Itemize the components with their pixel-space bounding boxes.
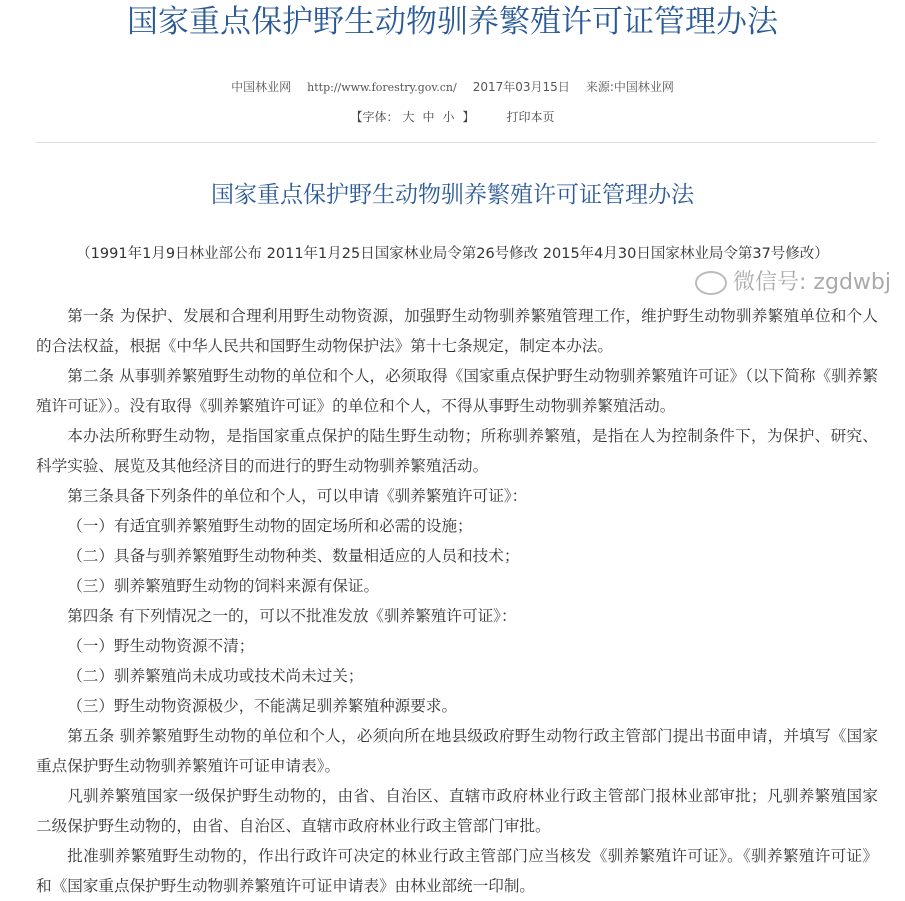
font-medium-button[interactable]: 中 bbox=[422, 110, 435, 124]
article-meta bbox=[0, 78, 905, 97]
print-button[interactable]: 打印本页 bbox=[506, 110, 555, 124]
paragraph: （三）驯养繁殖野生动物的饲料来源有保证。 bbox=[67, 577, 380, 595]
paragraph: （三）野生动物资源极少，不能满足驯养繁殖种源要求。 bbox=[67, 697, 458, 715]
site-url[interactable]: http://www.forestry.gov.cn/ bbox=[307, 81, 457, 94]
page-title: 国家重点保护野生动物驯养繁殖许可证管理办法 bbox=[127, 4, 778, 40]
divider bbox=[36, 142, 876, 143]
article-title: 国家重点保护野生动物驯养繁殖许可证管理办法 bbox=[211, 182, 694, 208]
paragraph: 第二条 从事驯养繁殖野生动物的单位和个人，必须取得《国家重点保护野生动物驯养繁殖许可证》（以下简称《驯养繁殖许可证》）。没有取得《驯养繁殖许可证》的单位和个人，不得从事野生动物驯养繁殖活动。 bbox=[36, 367, 878, 415]
font-size-close: 】 bbox=[462, 110, 475, 124]
source: 来源:中国林业网 bbox=[585, 80, 674, 94]
font-large-button[interactable]: 大 bbox=[402, 110, 415, 124]
paragraph: 第四条 有下列情况之一的，可以不批准发放《驯养繁殖许可证》： bbox=[67, 607, 517, 625]
paragraph: 凡驯养繁殖国家一级保护野生动物的，由省、自治区、直辖市政府林业行政主管部门报林业部审批；凡驯养繁殖国家二级保护野生动物的，由省、自治区、直辖市政府林业行政主管部门审批。 bbox=[36, 787, 878, 835]
paragraph: （二）驯养繁殖尚未成功或技术尚未过关； bbox=[67, 667, 364, 685]
publish-date: 2017年03月15日 bbox=[472, 80, 570, 94]
wechat-icon bbox=[695, 271, 727, 295]
paragraph: 第五条 驯养繁殖野生动物的单位和个人，必须向所在地县级政府野生动物行政主管部门提出书面申请，并填写《国家重点保护野生动物驯养繁殖许可证申请表》。 bbox=[36, 727, 878, 775]
font-small-button[interactable]: 小 bbox=[442, 110, 455, 124]
watermark-text: 微信号: zgdwbj bbox=[733, 270, 891, 295]
paragraph: 第三条具备下列条件的单位和个人，可以申请《驯养繁殖许可证》： bbox=[67, 487, 528, 505]
revision-note: （1991年1月9日林业部公布 2011年1月25日国家林业局令第26号修改 2015年4月30日国家林业局令第37号修改） bbox=[76, 246, 829, 262]
wechat-watermark bbox=[691, 268, 895, 298]
paragraph: 本办法所称野生动物，是指国家重点保护的陆生野生动物；所称驯养繁殖，是指在人为控制条件下，为保护、研究、科学实验、展览及其他经济目的而进行的野生动物驯养繁殖活动。 bbox=[36, 427, 878, 475]
paragraph: （一）野生动物资源不清； bbox=[67, 637, 255, 655]
paragraph: 批准驯养繁殖野生动物的，作出行政许可决定的林业行政主管部门应当核发《驯养繁殖许可证》。《驯养繁殖许可证》和《国家重点保护野生动物驯养繁殖许可证申请表》由林业部统一印制。 bbox=[36, 847, 878, 895]
paragraph: （一）有适宜驯养繁殖野生动物的固定场所和必需的设施； bbox=[67, 517, 473, 535]
site-name: 中国林业网 bbox=[231, 80, 292, 94]
paragraph: 第一条 为保护、发展和合理利用野生动物资源，加强野生动物驯养繁殖管理工作，维护野生动物驯养繁殖单位和个人的合法权益，根据《中华人民共和国野生动物保护法》第十七条规定，制定本办法。 bbox=[36, 307, 878, 355]
article-tools bbox=[0, 108, 905, 126]
article-body bbox=[36, 301, 878, 901]
font-size-label: 【字体： bbox=[350, 110, 399, 124]
paragraph: （二）具备与驯养繁殖野生动物种类、数量相适应的人员和技术； bbox=[67, 547, 520, 565]
